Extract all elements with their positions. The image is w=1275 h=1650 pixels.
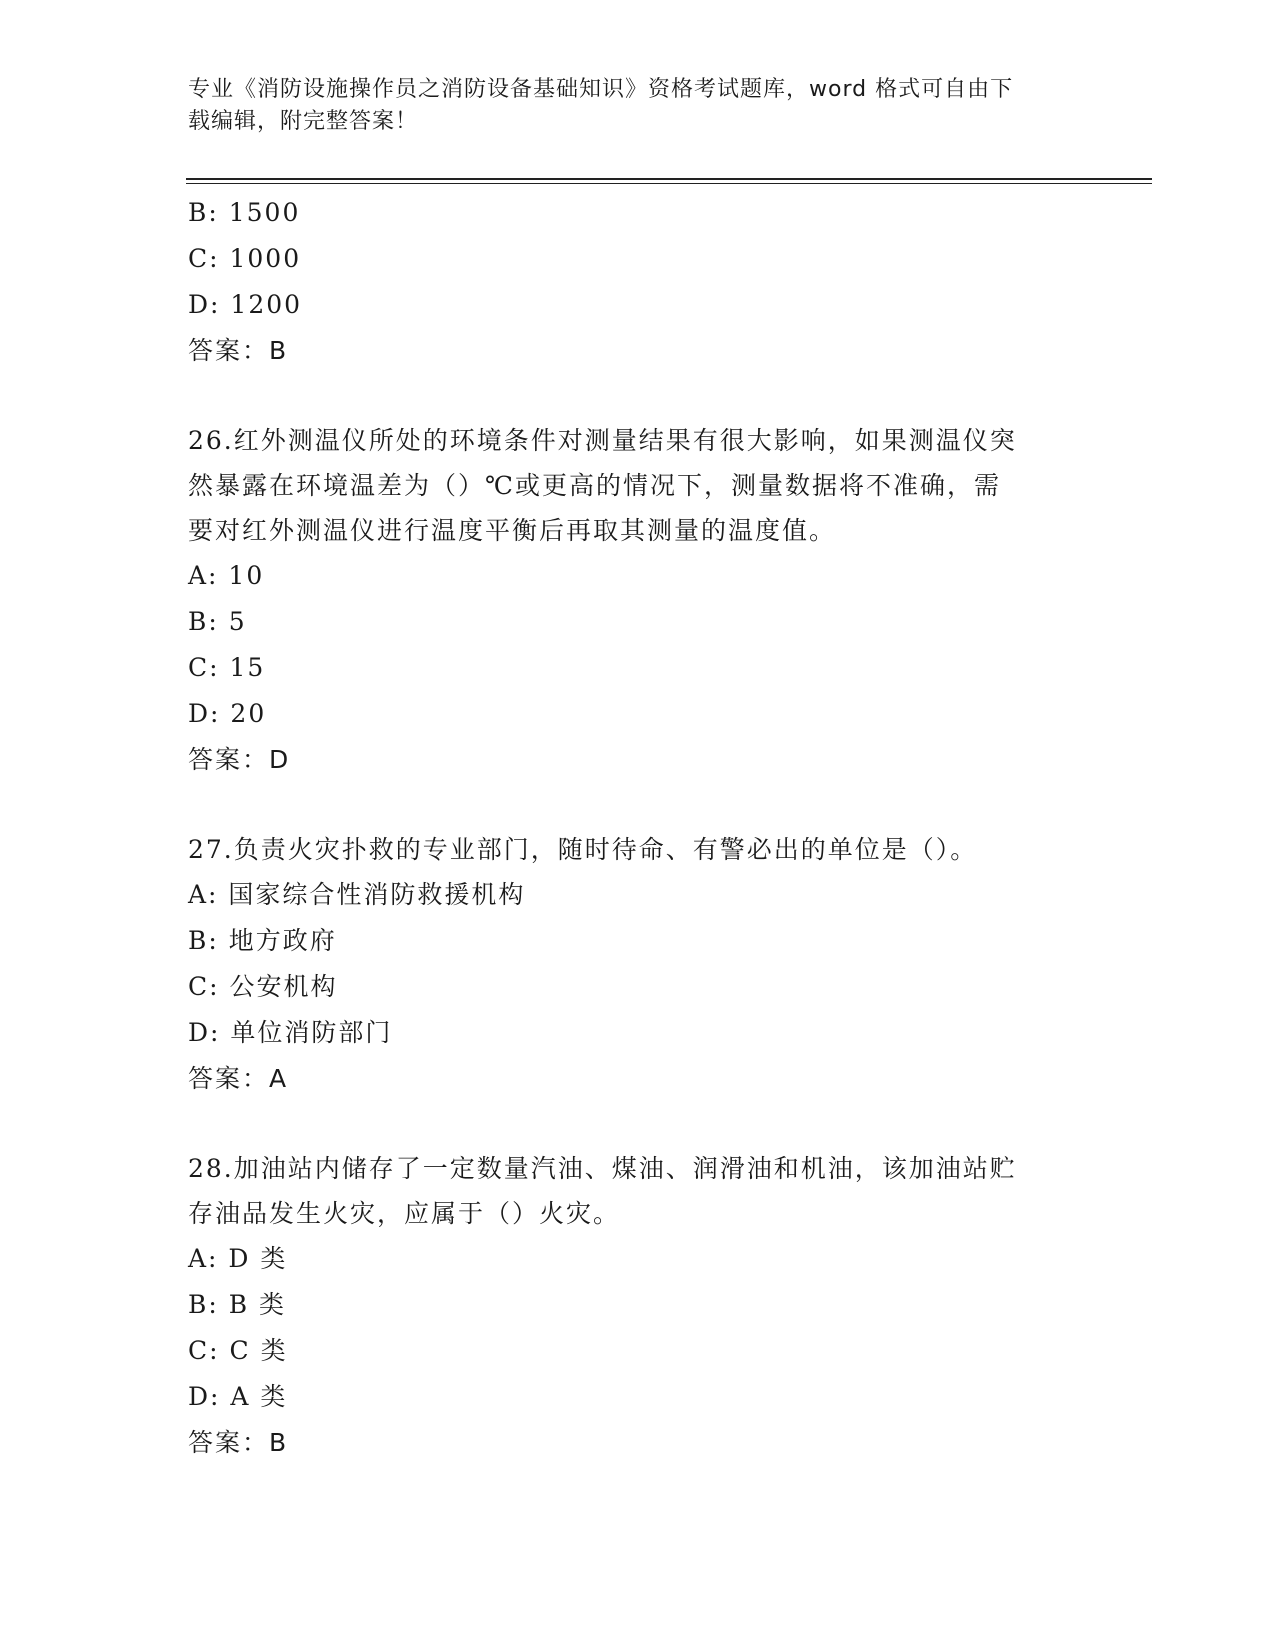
- option-a: A: D 类: [188, 1244, 288, 1273]
- header-rule-thin: [186, 183, 1152, 184]
- question-28: [188, 1146, 1088, 1466]
- question-text: 26.红外测温仪所处的环境条件对测量结果有很大影响，如果测温仪突: [188, 426, 1017, 455]
- question-text: 27.负责火灾扑救的专业部门，随时待命、有警必出的单位是（）。: [188, 835, 978, 864]
- header-line-1: 专业《消防设施操作员之消防设备基础知识》资格考试题库，word 格式可自由下: [188, 77, 1014, 102]
- option-d: D: 1200: [188, 290, 303, 319]
- question-text: 存油品发生火灾，应属于（）火灾。: [188, 1199, 621, 1228]
- option-d: D: 单位消防部门: [188, 1018, 393, 1047]
- document-header: [188, 74, 1088, 138]
- option-c: C: C 类: [188, 1336, 288, 1365]
- answer: 答案：B: [188, 1428, 289, 1457]
- answer: 答案：A: [188, 1064, 289, 1093]
- question-27: [188, 827, 1088, 1102]
- option-d: D: 20: [188, 699, 267, 728]
- question-text: 然暴露在环境温差为（）℃或更高的情况下，测量数据将不准确，需: [188, 471, 1001, 500]
- answer: 答案：B: [188, 336, 289, 365]
- question-text: 要对红外测温仪进行温度平衡后再取其测量的温度值。: [188, 516, 837, 545]
- header-rule: [186, 178, 1152, 180]
- question-text: 28.加油站内储存了一定数量汽油、煤油、润滑油和机油，该加油站贮: [188, 1154, 1017, 1183]
- option-b: B: 1500: [188, 198, 301, 227]
- option-a: A: 10: [188, 561, 265, 590]
- header-line-2: 载编辑，附完整答案！: [188, 109, 419, 134]
- question-fragment: [188, 190, 1088, 374]
- option-b: B: 地方政府: [188, 926, 337, 955]
- option-b: B: 5: [188, 607, 247, 636]
- answer: 答案：D: [188, 745, 291, 774]
- option-c: C: 公安机构: [188, 972, 338, 1001]
- option-c: C: 15: [188, 653, 266, 682]
- option-c: C: 1000: [188, 244, 302, 273]
- option-d: D: A 类: [188, 1382, 288, 1411]
- question-list: [188, 190, 1088, 1466]
- option-b: B: B 类: [188, 1290, 287, 1319]
- option-a: A: 国家综合性消防救援机构: [188, 880, 526, 909]
- question-26: [188, 418, 1088, 783]
